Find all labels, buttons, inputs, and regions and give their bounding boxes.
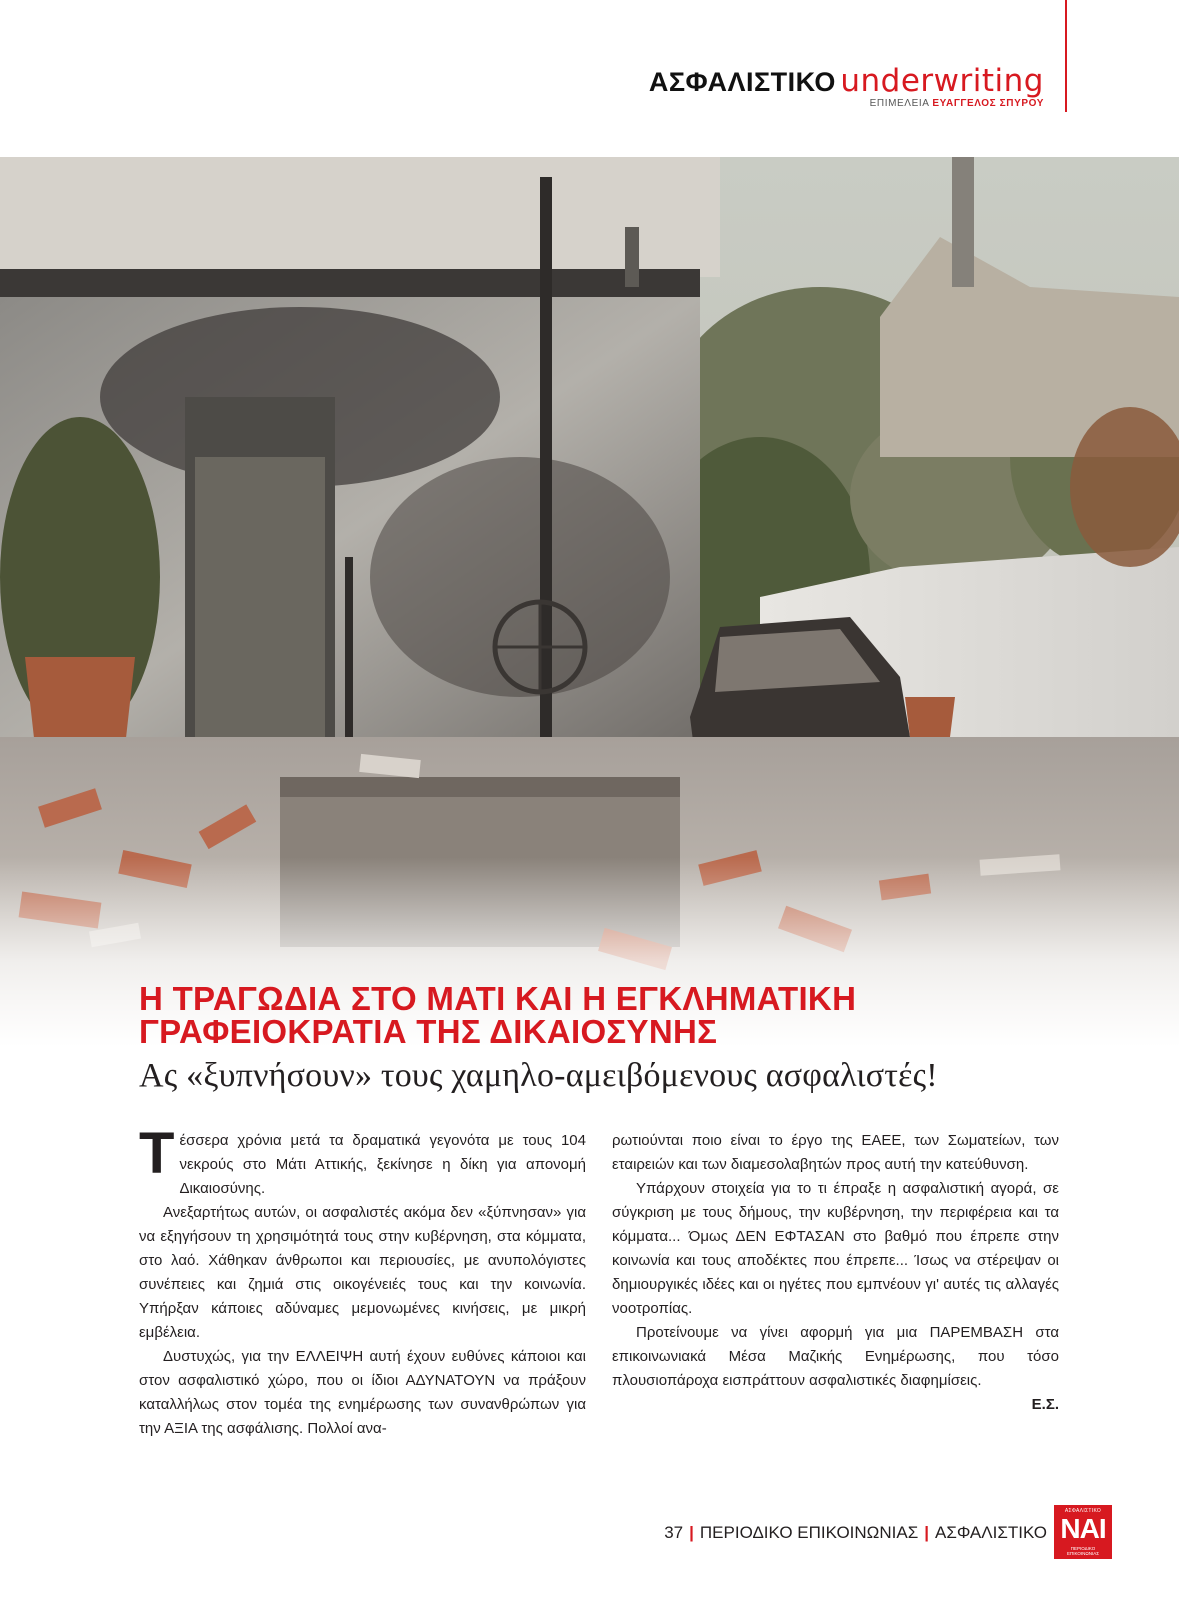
- section-title-bold: ΑΣΦΑΛΙΣΤΙΚΟ: [648, 67, 836, 97]
- paragraph-4: Υπάρχουν στοιχεία για το τι έπραξε η ασφαλιστική αγορά, σε σύγκριση με τους δήμους, την κυβέρνηση, την περιφέρεια και τα κόμματα... Όμως ΔΕΝ ΕΦΤΑΣΑΝ στο βαθμό που έπρεπε στην κοινωνία και τους αποδέκτες που έπρεπε... Ίσως να στέρεψαν οι δημιουργικές ιδέες και οι ηγέτες που εμπνέουν γι' αυτές τις αλλαγές νοοτροπίας.: [612, 1180, 1059, 1317]
- section-title-light: underwriting: [840, 63, 1044, 99]
- editor-credit: [649, 98, 1044, 109]
- burned-house-photo: [0, 157, 1179, 1050]
- magazine-label: ΠΕΡΙΟΔΙΚΟ ΕΠΙΚΟΙΝΩΝΙΑΣ: [699, 1523, 919, 1542]
- editor-name: ΕΥΑΓΓΕΛΟΣ ΣΠΥΡΟΥ: [932, 98, 1044, 109]
- logo-main-text: ΝΑΙ: [1060, 1513, 1106, 1544]
- paragraph-3-continued: ρωτιούνται ποιο είναι το έργο της ΕΑΕΕ, των Σωματείων, των εταιρειών και των διαμεσολαβητών προς αυτή την κατεύθυνση.: [612, 1132, 1059, 1173]
- headline: [139, 982, 1099, 1048]
- paragraph-3: Δυστυχώς, για την ΕΛΛΕΙΨΗ αυτή έχουν ευθύνες κάποιοι και στον ασφαλιστικό χώρο, που οι ίδιοι ΑΔΥΝΑΤΟΥΝ να πράξουν καταλλήλως στον τομέα της ενημέρωσης των συνανθρώπων για την ΑΞΙΑ της ασφάλισης. Πολλοί ανα-: [139, 1348, 586, 1437]
- section-title: [648, 63, 1044, 99]
- paragraph-1-text: έσσερα χρόνια μετά τα δραματικά γεγονότα με τους 104 νεκρούς στο Μάτι Αττικής, ξεκίνησε η δίκη για απονομή Δικαιοσύνης.: [179, 1132, 586, 1197]
- subheadline: Ας «ξυπνήσουν» τους χαμηλο-αμειβόμενους ασφαλιστές!: [139, 1057, 938, 1094]
- drop-cap: Τ: [139, 1121, 175, 1186]
- paragraph-5: Προτείνουμε να γίνει αφορμή για μια ΠΑΡΕΜΒΑΣΗ στα επικοινωνιακά Μέσα Μαζικής Ενημέρωσης, που τόσο πλουσιοπάροχα εισπράττουν ασφαλιστικές διαφημίσεις.: [612, 1324, 1059, 1389]
- author-signature: Ε.Σ.: [1031, 1396, 1059, 1413]
- article-column-right: [612, 1129, 1059, 1417]
- editor-label: ΕΠΙΜΕΛΕΙΑ: [869, 98, 929, 109]
- logo-top-text: ΑΣΦΑΛΙΣΤΙΚΟ: [1064, 1508, 1102, 1514]
- paragraph-1: [139, 1121, 586, 1201]
- paragraph-2: Ανεξαρτήτως αυτών, οι ασφαλιστές ακόμα δεν «ξύπνησαν» για να εξηγήσουν τη χρησιμότητά τους στην κυβέρνηση, στα κόμματα, στο λαό. Χάθηκαν άνθρωποι και περιουσίες, με ανυπολόγιστες συνέπειες και ζημιά στις οικογένειές τους και την κοινωνία. Υπήρξαν κάποιες αδύναμες μεμονωμένες κινήσεις, με μικρή εμβέλεια.: [139, 1204, 586, 1341]
- footer-separator: |: [689, 1523, 694, 1542]
- page-number: 37: [664, 1523, 684, 1542]
- nai-logo: [1054, 1505, 1112, 1559]
- headline-line-2: ΓΡΑΦΕΙΟΚΡΑΤΙΑ ΤΗΣ ΔΙΚΑΙΟΣΥΝΗΣ: [139, 1013, 718, 1050]
- section-header: [648, 63, 1044, 109]
- logo-bottom-text: ΠΕΡΙΟΔΙΚΟ ΕΠΙΚΟΙΝΩΝΙΑΣ: [1066, 1546, 1099, 1556]
- page-footer: [664, 1523, 1047, 1543]
- article-column-left: [139, 1121, 586, 1441]
- footer-separator: |: [924, 1523, 929, 1542]
- section-label: ΑΣΦΑΛΙΣΤΙΚΟ: [935, 1523, 1047, 1542]
- top-red-rule: [1065, 0, 1067, 112]
- headline-line-1: Η ΤΡΑΓΩΔΙΑ ΣΤΟ ΜΑΤΙ ΚΑΙ Η ΕΓΚΛΗΜΑΤΙΚΗ: [139, 980, 857, 1017]
